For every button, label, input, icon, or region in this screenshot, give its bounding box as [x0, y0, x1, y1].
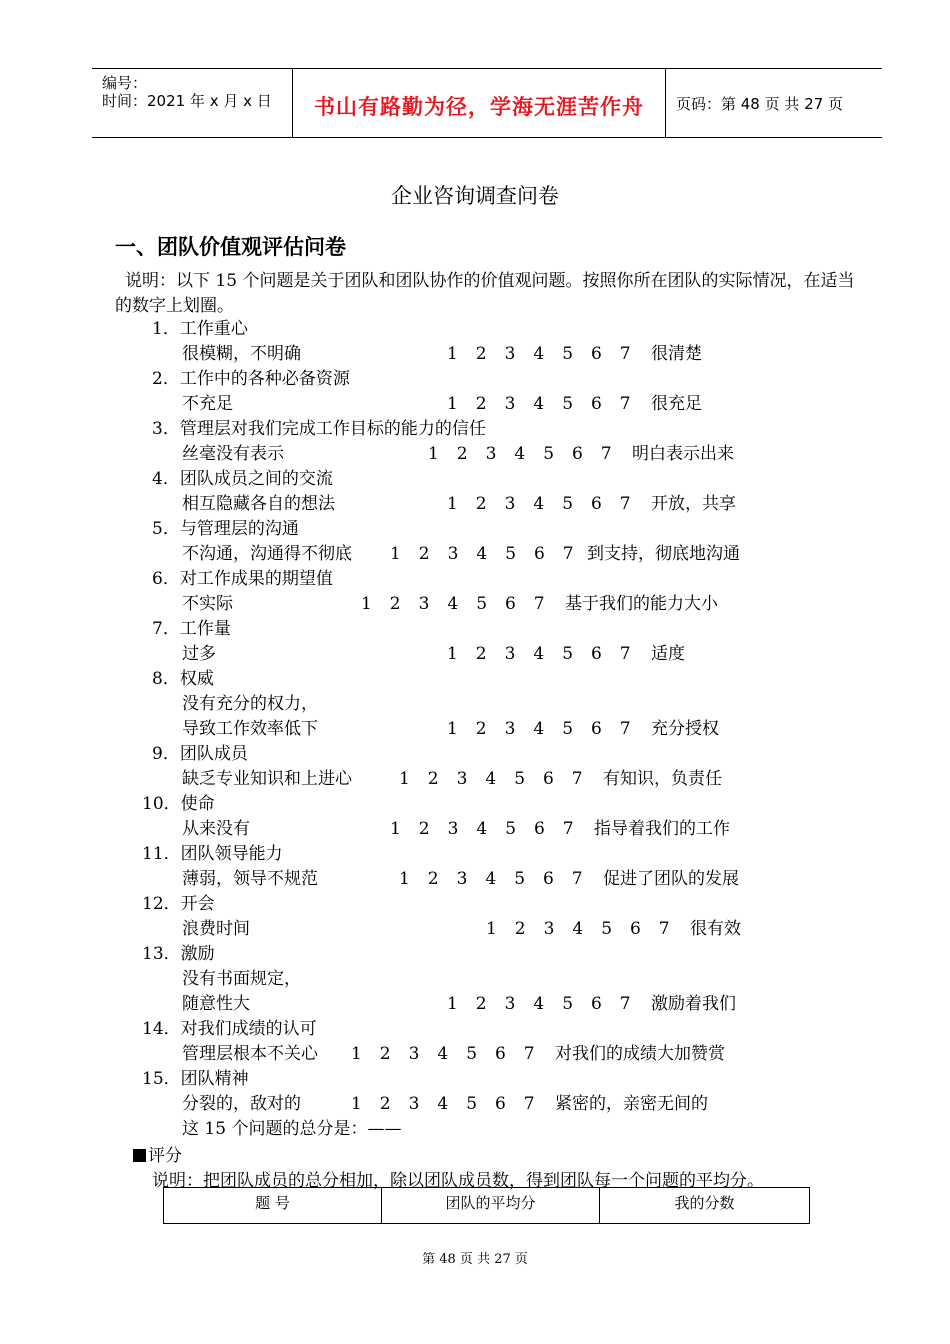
rating-option[interactable]: 3 — [447, 819, 459, 839]
rating-scale — [486, 918, 688, 940]
rating-option[interactable]: 2 — [475, 394, 487, 414]
question-title-text: 对我们成绩的认可 — [180, 1019, 317, 1039]
rating-option[interactable]: 6 — [590, 719, 602, 739]
rating-option[interactable]: 6 — [590, 394, 602, 414]
scoring-heading — [133, 1141, 182, 1166]
question-number: 6． — [152, 569, 180, 589]
header-page-cell — [664, 69, 882, 137]
question-number: 9． — [152, 744, 180, 764]
rating-option[interactable]: 7 — [619, 344, 631, 364]
rating-option[interactable]: 4 — [533, 719, 545, 739]
number-label: 编号： — [102, 74, 148, 92]
scale-left-label: 分裂的，敌对的 — [182, 1094, 301, 1114]
scale-right-label: 对我们的成绩大加赞赏 — [555, 1044, 725, 1064]
rating-option[interactable]: 2 — [379, 1094, 391, 1114]
rating-option[interactable]: 7 — [523, 1094, 535, 1114]
rating-option[interactable]: 5 — [476, 594, 488, 614]
rating-option[interactable]: 2 — [427, 869, 439, 889]
rating-option[interactable]: 4 — [514, 444, 526, 464]
scale-left-label-line: 没有充分的权力， — [182, 694, 318, 714]
rating-option[interactable]: 6 — [590, 644, 602, 664]
rating-option[interactable]: 1 — [447, 994, 458, 1014]
total-score-line: 这 15 个问题的总分是：—— — [182, 1119, 402, 1139]
rating-option[interactable]: 5 — [505, 544, 517, 564]
score-table — [163, 1187, 810, 1224]
scale-left-label-line: 没有书面规定， — [182, 969, 301, 989]
rating-option[interactable]: 7 — [523, 1044, 535, 1064]
question-title-text: 工作量 — [179, 619, 231, 639]
question-number: 3． — [152, 419, 180, 439]
question-title-text: 开会 — [180, 894, 215, 914]
question-title-text: 团队成员 — [179, 744, 248, 764]
rating-option[interactable]: 1 — [447, 494, 458, 514]
rating-option[interactable]: 4 — [533, 994, 545, 1014]
rating-option[interactable]: 1 — [447, 394, 458, 414]
question-title-text: 团队精神 — [180, 1069, 249, 1089]
rating-option[interactable]: 7 — [571, 769, 583, 789]
rating-option[interactable]: 5 — [514, 869, 526, 889]
rating-option[interactable]: 1 — [447, 719, 458, 739]
rating-option[interactable]: 5 — [562, 644, 574, 664]
col-team-average: 团队的平均分 — [382, 1188, 600, 1224]
rating-scale — [351, 1093, 553, 1115]
rating-option[interactable]: 6 — [590, 494, 602, 514]
scale-right-label: 充分授权 — [651, 719, 719, 739]
rating-option[interactable]: 4 — [533, 344, 545, 364]
rating-option[interactable]: 2 — [475, 719, 487, 739]
question-title — [152, 418, 486, 440]
rating-option[interactable]: 7 — [619, 994, 631, 1014]
scale-left-label: 管理层根本不关心 — [182, 1044, 318, 1064]
question-title — [152, 568, 333, 590]
question-title — [142, 1068, 249, 1090]
rating-option[interactable]: 1 — [351, 1094, 362, 1114]
rating-option[interactable]: 7 — [619, 644, 631, 664]
rating-option[interactable]: 7 — [619, 719, 631, 739]
rating-option[interactable]: 5 — [466, 1094, 478, 1114]
rating-option[interactable]: 3 — [504, 719, 516, 739]
rating-scale — [428, 443, 630, 465]
scale-left-label: 从来没有 — [182, 819, 250, 839]
rating-option[interactable]: 4 — [485, 869, 497, 889]
rating-option[interactable]: 7 — [562, 819, 574, 839]
rating-option[interactable]: 7 — [658, 919, 670, 939]
intro-text: 说明：以下 15 个问题是关于团队和团队协作的价值观问题。按照你所在团队的实际情况，在适当的数字上划圈。 — [115, 271, 855, 316]
question-title — [142, 793, 215, 815]
question-number: 1． — [152, 319, 180, 339]
header-motto-cell — [292, 69, 666, 137]
scale-left-label: 浪费时间 — [182, 919, 250, 939]
scale-right-label: 很充足 — [651, 394, 702, 414]
rating-option[interactable]: 3 — [504, 344, 516, 364]
rating-option[interactable]: 3 — [408, 1094, 420, 1114]
scale-left-label: 不实际 — [182, 594, 233, 614]
rating-scale — [447, 993, 649, 1015]
question-title — [142, 943, 215, 965]
rating-option[interactable]: 3 — [504, 994, 516, 1014]
rating-option[interactable]: 2 — [418, 544, 430, 564]
rating-option[interactable]: 1 — [486, 919, 497, 939]
rating-scale — [361, 593, 563, 615]
rating-scale — [447, 643, 649, 665]
question-title — [152, 618, 231, 640]
rating-option[interactable]: 2 — [379, 1044, 391, 1064]
rating-option[interactable]: 5 — [601, 919, 613, 939]
rating-option[interactable]: 6 — [571, 444, 583, 464]
score-table-header-row — [164, 1188, 810, 1224]
rating-option[interactable]: 7 — [619, 494, 631, 514]
rating-option[interactable]: 6 — [494, 1094, 506, 1114]
question-number: 7． — [152, 619, 180, 639]
question-title-text: 对工作成果的期望值 — [179, 569, 333, 589]
document-title: 企业咨询调查问卷 — [391, 184, 559, 208]
question-title-text: 团队领导能力 — [180, 844, 283, 864]
scale-left-label: 相互隐藏各自的想法 — [182, 494, 335, 514]
rating-option[interactable]: 1 — [390, 544, 401, 564]
question-title-text: 工作重心 — [179, 319, 248, 339]
rating-scale — [390, 818, 592, 840]
question-title — [152, 668, 214, 690]
scale-right-label: 指导着我们的工作 — [594, 819, 730, 839]
rating-option[interactable]: 3 — [447, 544, 459, 564]
rating-option[interactable]: 3 — [504, 394, 516, 414]
scale-right-label: 基于我们的能力大小 — [565, 594, 718, 614]
rating-scale — [447, 343, 649, 365]
rating-option[interactable]: 6 — [629, 919, 641, 939]
scale-right-label: 很有效 — [690, 919, 741, 939]
question-title-text: 管理层对我们完成工作目标的能力的信任 — [179, 419, 486, 439]
scale-left-label: 导致工作效率低下 — [182, 719, 318, 739]
question-number: 15． — [142, 1069, 181, 1089]
rating-scale — [390, 543, 592, 565]
question-title — [152, 518, 299, 540]
rating-option[interactable]: 2 — [514, 919, 526, 939]
rating-option[interactable]: 7 — [533, 594, 545, 614]
rating-option[interactable]: 1 — [447, 644, 458, 664]
rating-option[interactable]: 2 — [427, 769, 439, 789]
col-my-score: 我的分数 — [600, 1188, 810, 1224]
rating-option[interactable]: 3 — [504, 494, 516, 514]
question-title-text: 团队成员之间的交流 — [179, 469, 333, 489]
rating-option[interactable]: 4 — [476, 819, 488, 839]
rating-scale — [399, 768, 601, 790]
rating-option[interactable]: 6 — [542, 769, 554, 789]
rating-option[interactable]: 1 — [399, 769, 410, 789]
rating-option[interactable]: 3 — [456, 869, 468, 889]
rating-option[interactable]: 7 — [571, 869, 583, 889]
rating-option[interactable]: 3 — [543, 919, 555, 939]
section-title: 一、团队价值观评估问卷 — [115, 235, 346, 259]
rating-option[interactable]: 6 — [494, 1044, 506, 1064]
scale-left-label: 丝毫没有表示 — [182, 444, 284, 464]
rating-option[interactable]: 4 — [572, 919, 584, 939]
rating-option[interactable]: 2 — [475, 644, 487, 664]
rating-option[interactable]: 7 — [619, 394, 631, 414]
rating-option[interactable]: 1 — [361, 594, 372, 614]
question-title — [152, 318, 248, 340]
rating-option[interactable]: 1 — [399, 869, 410, 889]
question-title — [142, 843, 283, 865]
scale-right-label: 开放，共享 — [651, 494, 736, 514]
scale-right-label: 很清楚 — [651, 344, 702, 364]
scale-left-label: 缺乏专业知识和上进心 — [182, 769, 352, 789]
question-number: 11． — [142, 844, 181, 864]
rating-option[interactable]: 5 — [562, 719, 574, 739]
rating-option[interactable]: 6 — [533, 819, 545, 839]
rating-scale — [351, 1043, 553, 1065]
question-number: 2． — [152, 369, 180, 389]
question-number: 12． — [142, 894, 181, 914]
scale-right-label: 到支持，彻底地沟通 — [587, 544, 740, 564]
question-title — [152, 743, 248, 765]
scale-left-label: 随意性大 — [182, 994, 250, 1014]
intro-paragraph — [115, 269, 865, 319]
rating-option[interactable]: 3 — [408, 1044, 420, 1064]
header-meta — [92, 69, 292, 137]
question-number: 14． — [142, 1019, 181, 1039]
rating-option[interactable]: 1 — [351, 1044, 362, 1064]
scale-right-label: 紧密的，亲密无间的 — [555, 1094, 708, 1114]
rating-option[interactable]: 2 — [456, 444, 468, 464]
rating-option[interactable]: 5 — [543, 444, 555, 464]
rating-option[interactable]: 2 — [418, 819, 430, 839]
rating-option[interactable]: 5 — [562, 494, 574, 514]
question-title — [152, 368, 350, 390]
rating-option[interactable]: 2 — [389, 594, 401, 614]
question-title-text: 激励 — [180, 944, 215, 964]
rating-option[interactable]: 4 — [533, 494, 545, 514]
question-number: 8． — [152, 669, 180, 689]
scoring-heading-text: 评分 — [148, 1146, 182, 1166]
question-title — [152, 468, 333, 490]
scale-left-label: 不沟通，沟通得不彻底 — [182, 544, 352, 564]
question-title-text: 使命 — [180, 794, 215, 814]
col-question-number: 题 号 — [164, 1188, 382, 1224]
rating-option[interactable]: 1 — [390, 819, 401, 839]
scale-left-label: 不充足 — [182, 394, 233, 414]
scale-right-label: 适度 — [651, 644, 685, 664]
question-number: 10． — [142, 794, 181, 814]
scale-right-label: 促进了团队的发展 — [603, 869, 739, 889]
bullet-square-icon — [133, 1149, 146, 1162]
question-number: 4． — [152, 469, 180, 489]
question-title-text: 与管理层的沟通 — [179, 519, 299, 539]
rating-option[interactable]: 5 — [562, 394, 574, 414]
rating-option[interactable]: 6 — [590, 994, 602, 1014]
rating-option[interactable]: 4 — [437, 1094, 449, 1114]
question-title — [142, 1018, 317, 1040]
rating-option[interactable]: 1 — [428, 444, 439, 464]
rating-option[interactable]: 5 — [562, 994, 574, 1014]
scale-right-label: 明白表示出来 — [632, 444, 734, 464]
rating-option[interactable]: 7 — [562, 544, 574, 564]
header-page-label: 页码：第 48 页 共 27 页 — [676, 95, 844, 113]
rating-option[interactable]: 5 — [514, 769, 526, 789]
scale-left-label: 过多 — [182, 644, 216, 664]
question-title-text: 权威 — [179, 669, 214, 689]
scale-right-label: 激励着我们 — [651, 994, 736, 1014]
rating-option[interactable]: 3 — [485, 444, 497, 464]
scale-right-label: 有知识，负责任 — [603, 769, 722, 789]
rating-scale — [399, 868, 601, 890]
rating-option[interactable]: 2 — [475, 494, 487, 514]
rating-option[interactable]: 4 — [437, 1044, 449, 1064]
question-number: 5． — [152, 519, 180, 539]
rating-option[interactable]: 4 — [485, 769, 497, 789]
rating-option[interactable]: 6 — [590, 344, 602, 364]
rating-option[interactable]: 6 — [542, 869, 554, 889]
scoring-note: 说明：把团队成员的总分相加，除以团队成员数，得到团队每一个问题的平均分。 — [152, 1171, 764, 1191]
rating-option[interactable]: 4 — [476, 544, 488, 564]
scale-left-label: 很模糊，不明确 — [182, 344, 301, 364]
rating-option[interactable]: 7 — [600, 444, 612, 464]
rating-scale — [447, 493, 649, 515]
rating-option[interactable]: 1 — [447, 344, 458, 364]
header-motto: 书山有路勤为径，学海无涯苦作舟 — [314, 95, 644, 119]
question-number: 13． — [142, 944, 181, 964]
page-header — [92, 68, 882, 138]
rating-option[interactable]: 3 — [504, 644, 516, 664]
rating-scale — [447, 718, 649, 740]
page-footer: 第 48 页 共 27 页 — [422, 1252, 528, 1267]
rating-option[interactable]: 4 — [447, 594, 459, 614]
rating-option[interactable]: 4 — [533, 644, 545, 664]
time-label: 时间：2021 年 x 月 x 日 — [102, 92, 272, 110]
rating-option[interactable]: 3 — [418, 594, 430, 614]
rating-option[interactable]: 5 — [505, 819, 517, 839]
rating-option[interactable]: 2 — [475, 994, 487, 1014]
rating-scale — [447, 393, 649, 415]
question-title — [142, 893, 215, 915]
rating-option[interactable]: 6 — [533, 544, 545, 564]
rating-option[interactable]: 3 — [456, 769, 468, 789]
rating-option[interactable]: 5 — [466, 1044, 478, 1064]
rating-option[interactable]: 5 — [562, 344, 574, 364]
rating-option[interactable]: 6 — [504, 594, 516, 614]
scale-left-label: 薄弱，领导不规范 — [182, 869, 318, 889]
question-title-text: 工作中的各种必备资源 — [179, 369, 350, 389]
rating-option[interactable]: 4 — [533, 394, 545, 414]
rating-option[interactable]: 2 — [475, 344, 487, 364]
